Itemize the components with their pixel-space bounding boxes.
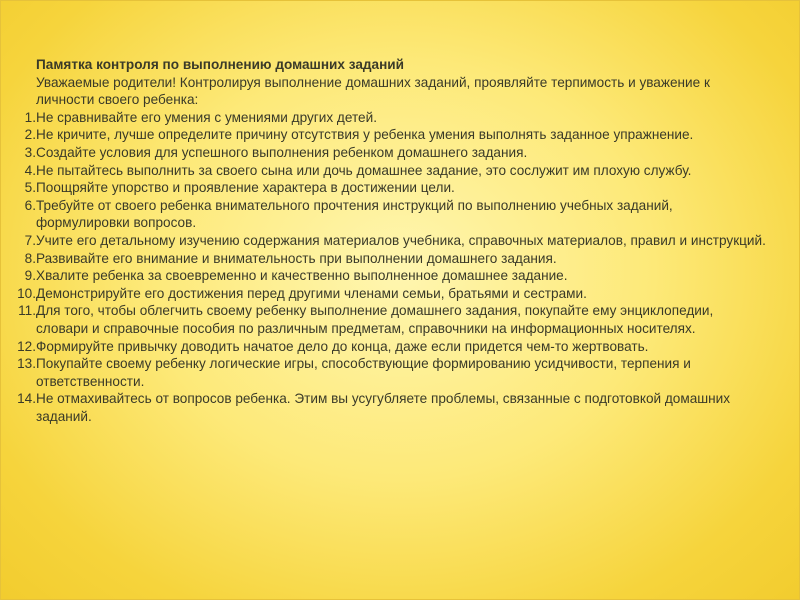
list-item xyxy=(24,162,766,180)
item-text: Развивайте его внимание и внимательность при выполнении домашнего задания. xyxy=(36,250,557,266)
item-number: 10. xyxy=(17,285,36,301)
item-text: Для того, чтобы облегчить своему ребенку выполнение домашнего задания, покупайте ему энциклопедии, словари и справочные пособия по различным предметам, справочники на информационных носителях. xyxy=(36,303,714,336)
item-text: Требуйте от своего ребенка внимательного прочтения инструкций по выполнению учебных заданий, формулировки вопросов. xyxy=(36,197,673,231)
item-text: Демонстрируйте его достижения перед другими членами семьи, братьями и сестрами. xyxy=(36,285,587,301)
item-number: 2. xyxy=(24,127,36,143)
item-number: 14. xyxy=(17,391,36,407)
item-number: 9. xyxy=(24,268,36,284)
item-number: 1. xyxy=(24,109,36,125)
item-text: Не пытайтесь выполнить за своего сына или дочь домашнее задание, это сослужит им плохую службу. xyxy=(36,162,692,178)
item-text: Создайте условия для успешного выполнения ребенком домашнего задания. xyxy=(36,144,528,160)
item-number: 12. xyxy=(17,338,36,354)
list-item xyxy=(17,285,766,303)
list-item xyxy=(24,232,766,250)
item-text: Формируйте привычку доводить начатое дело до конца, даже если придется чем-то жертвовать. xyxy=(36,338,649,354)
list-item xyxy=(18,302,766,337)
item-text: Покупайте своему ребенку логические игры, способствующие формированию усидчивости, терпения и ответственности. xyxy=(36,356,691,389)
list-item xyxy=(17,355,766,390)
list-item xyxy=(17,338,766,356)
item-number: 11. xyxy=(18,303,36,319)
item-number: 6. xyxy=(24,197,36,213)
item-text: Хвалите ребенка за своевременно и качественно выполненное домашнее задание. xyxy=(36,268,568,284)
list-item xyxy=(24,126,766,144)
memo-text-block xyxy=(17,56,766,425)
list-item xyxy=(24,109,766,127)
item-text: Не сравнивайте его умения с умениями других детей. xyxy=(36,109,377,125)
item-text: Учите его детальному изучению содержания материалов учебника, справочных материалов, правил и инструкций. xyxy=(36,232,766,248)
item-number: 4. xyxy=(24,162,36,178)
item-text: Не кричите, лучше определите причину отсутствия у ребенка умения выполнять заданное упражнение. xyxy=(36,127,694,143)
item-number: 5. xyxy=(24,180,36,196)
item-number: 13. xyxy=(17,356,36,372)
list-item xyxy=(24,197,766,232)
item-text: Поощряйте упорство и проявление характера в достижении цели. xyxy=(36,180,455,196)
item-text: Не отмахивайтесь от вопросов ребенка. Этим вы усугубляете проблемы, связанные с подготовкой домашних заданий. xyxy=(36,391,731,424)
list-item xyxy=(24,144,766,162)
item-number: 3. xyxy=(24,144,36,160)
rules-list xyxy=(17,109,766,426)
memo-intro: Уважаемые родители! Контролируя выполнение домашних заданий, проявляйте терпимость и уважение к личности своего ребенка: xyxy=(36,74,710,108)
list-item xyxy=(24,179,766,197)
list-item xyxy=(17,390,766,425)
memo-title: Памятка контроля по выполнению домашних заданий xyxy=(36,57,404,72)
list-item xyxy=(24,250,766,268)
item-number: 8. xyxy=(24,250,36,266)
item-number: 7. xyxy=(24,232,36,248)
list-item xyxy=(24,267,766,285)
